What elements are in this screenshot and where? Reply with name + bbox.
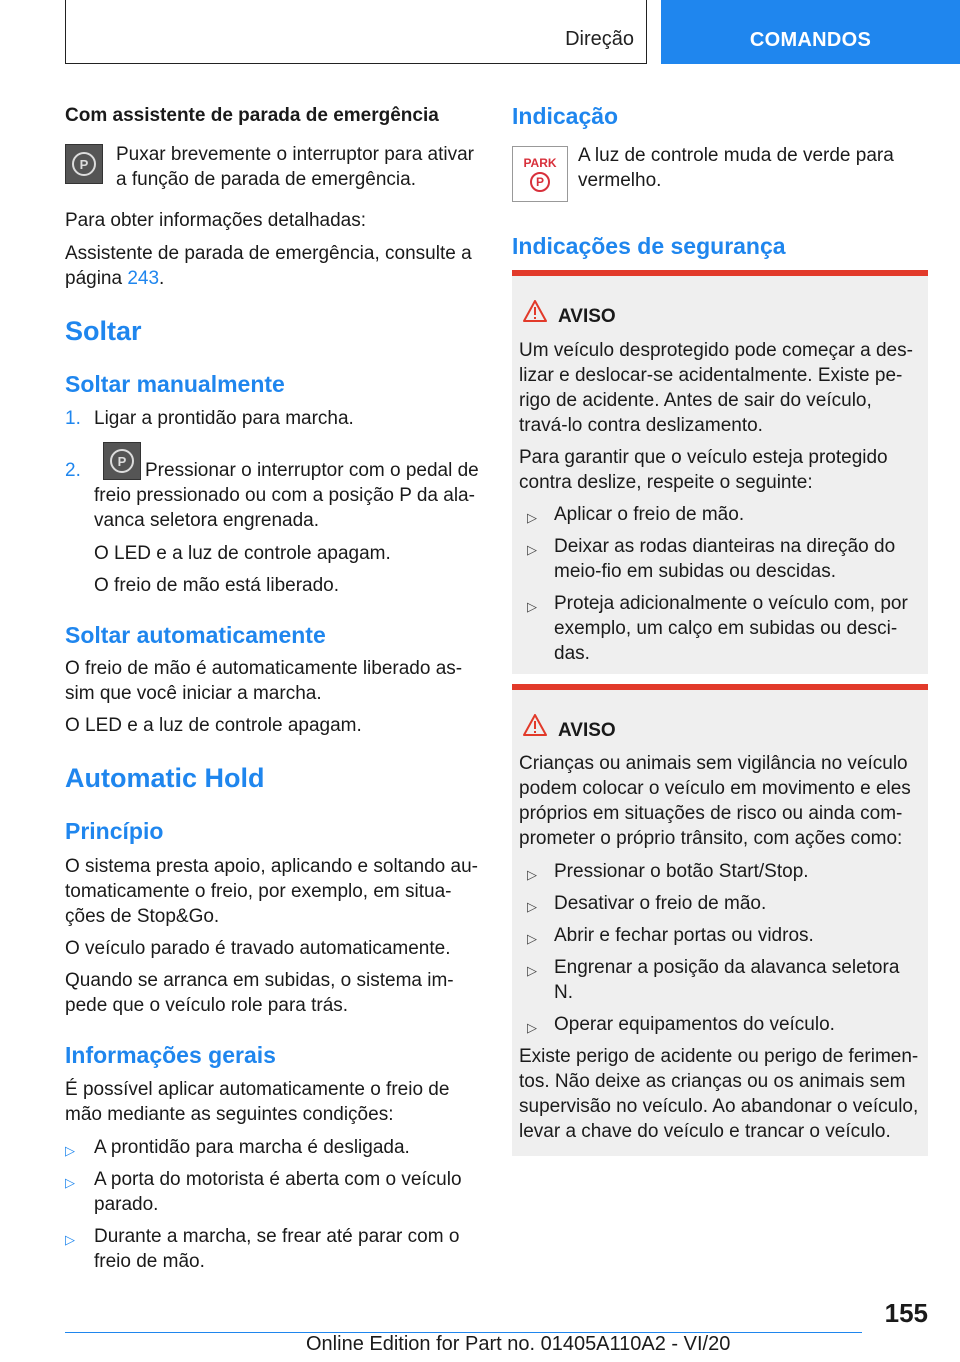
manual-after-2: O freio de mão está liberado. [94, 575, 340, 596]
auto-heading: Soltar automaticamente [65, 622, 326, 648]
bullet-triangle-icon: ▷ [65, 1143, 75, 1158]
list-item: ▷ A porta do motorista é aberta com o veículo parado. [65, 1169, 462, 1215]
bullet-triangle-icon: ▷ [527, 599, 537, 614]
parking-brake-icon: P [65, 144, 103, 184]
hold-heading: Automatic Hold [65, 763, 265, 793]
bullet-triangle-icon: ▷ [527, 931, 537, 946]
list-item: ▷ Engrenar a posição da alavanca seletora N. [527, 957, 900, 1003]
warning-outro: Existe perigo de acidente ou perigo de ferimen- tos. Não deixe as crianças ou os animais sem supervisão no veículo. Ao abandonar o veículo, levar a chave do veículo e trancar o veículo. [519, 1046, 919, 1142]
warning-box-1 [512, 270, 928, 674]
manual-heading: Soltar manualmente [65, 371, 285, 397]
manual-step-1: 1. Ligar a prontidão para marcha. [65, 408, 354, 429]
list-item: ▷ Pressionar o botão Start/Stop. [527, 859, 927, 885]
bullet-triangle-icon: ▷ [527, 867, 537, 882]
bullet-triangle-icon: ▷ [527, 1020, 537, 1035]
bullet-triangle-icon: ▷ [527, 963, 537, 978]
park-indicator-icon: PARK P [512, 146, 568, 202]
list-item: ▷ Aplicar o freio de mão. [527, 502, 927, 528]
list-item: ▷ Durante a marcha, se frear até parar com o freio de mão. [65, 1226, 460, 1272]
bullet-triangle-icon: ▷ [527, 510, 537, 525]
warning-text: Crianças ou animais sem vigilância no veículo podem colocar o veículo em movimento e eles próprios em situações de risco ou ainda com- prometer o próprio trânsito, com ações como: [519, 753, 911, 849]
page-number: 155 [884, 1298, 928, 1328]
general-heading: Informações gerais [65, 1042, 276, 1068]
warning-triangle-icon [523, 714, 547, 736]
header-section-title: Direção [565, 28, 634, 50]
soltar-heading: Soltar [65, 316, 142, 346]
list-item: ▷ Operar equipamentos do veículo. [527, 1012, 927, 1038]
bullet-triangle-icon: ▷ [527, 899, 537, 914]
manual-step-2: 2. P Pressionar o interruptor com o pedal de freio pressionado ou com a posição P da ala- vanca seletora engrenada. [65, 458, 483, 538]
parking-brake-icon: P [103, 442, 141, 480]
list-item: ▷ Deixar as rodas dianteiras na direção do meio-fio em subidas ou descidas. [527, 536, 896, 582]
warning-box-2 [512, 684, 928, 1156]
more-info-text: Para obter informações detalhadas: [65, 210, 367, 231]
list-item: ▷ Abrir e fechar portas ou vidros. [527, 923, 927, 949]
emergency-text: Puxar brevemente o interruptor para ativar a função de parada de emergência. [116, 144, 475, 190]
list-item: ▷ Proteja adicionalmente o veículo com, por exemplo, um calço em subidas ou desci- das. [527, 593, 908, 664]
warning-title: AVISO [558, 720, 616, 741]
reference-text: Assistente de parada de emergência, consulte a página 243. [65, 243, 472, 289]
list-item: ▷ Desativar o freio de mão. [527, 891, 927, 917]
edition-text: Online Edition for Part no. 01405A110A2 - VI/20 [306, 1333, 731, 1355]
emergency-title: Com assistente de parada de emergência [65, 105, 439, 126]
auto-text: O freio de mão é automaticamente liberado as- sim que você iniciar a marcha. O LED e a luz de controle apagam. [65, 658, 463, 736]
safety-heading: Indicações de segurança [512, 233, 786, 259]
warning-text: Um veículo desprotegido pode começar a des- lizar e deslocar-se acidentalmente. Existe pe- rigo de acidente. Antes de sair do veículo, travá-lo contra deslizamento. Para garantir que o veículo esteja protegido contra deslize, respeite o seguinte: [519, 340, 913, 493]
warning-title: AVISO [558, 306, 616, 327]
manual-after-1: O LED e a luz de controle apagam. [94, 543, 391, 564]
header-section-box [65, 0, 647, 64]
bullet-triangle-icon: ▷ [527, 542, 537, 557]
indication-text: A luz de controle muda de verde para vermelho. [578, 145, 894, 191]
indication-heading: Indicação [512, 103, 619, 129]
header-chapter-tab: COMANDOS [661, 0, 960, 64]
principle-heading: Princípio [65, 818, 164, 844]
general-text: É possível aplicar automaticamente o freio de mão mediante as seguintes condições: [65, 1079, 450, 1125]
bullet-triangle-icon: ▷ [65, 1232, 75, 1247]
list-item: ▷ A prontidão para marcha é desligada. [65, 1135, 483, 1161]
warning-triangle-icon [523, 300, 547, 322]
bullet-triangle-icon: ▷ [65, 1175, 75, 1190]
page-link[interactable]: 243 [127, 268, 160, 289]
principle-text: O sistema presta apoio, aplicando e soltando au- tomaticamente o freio, por exemplo, em situa- ções de Stop&Go. O veículo parado é travado automaticamente. Quando se arranca em subidas, o sistema im- pede que o veículo role para trás. [65, 856, 478, 1016]
